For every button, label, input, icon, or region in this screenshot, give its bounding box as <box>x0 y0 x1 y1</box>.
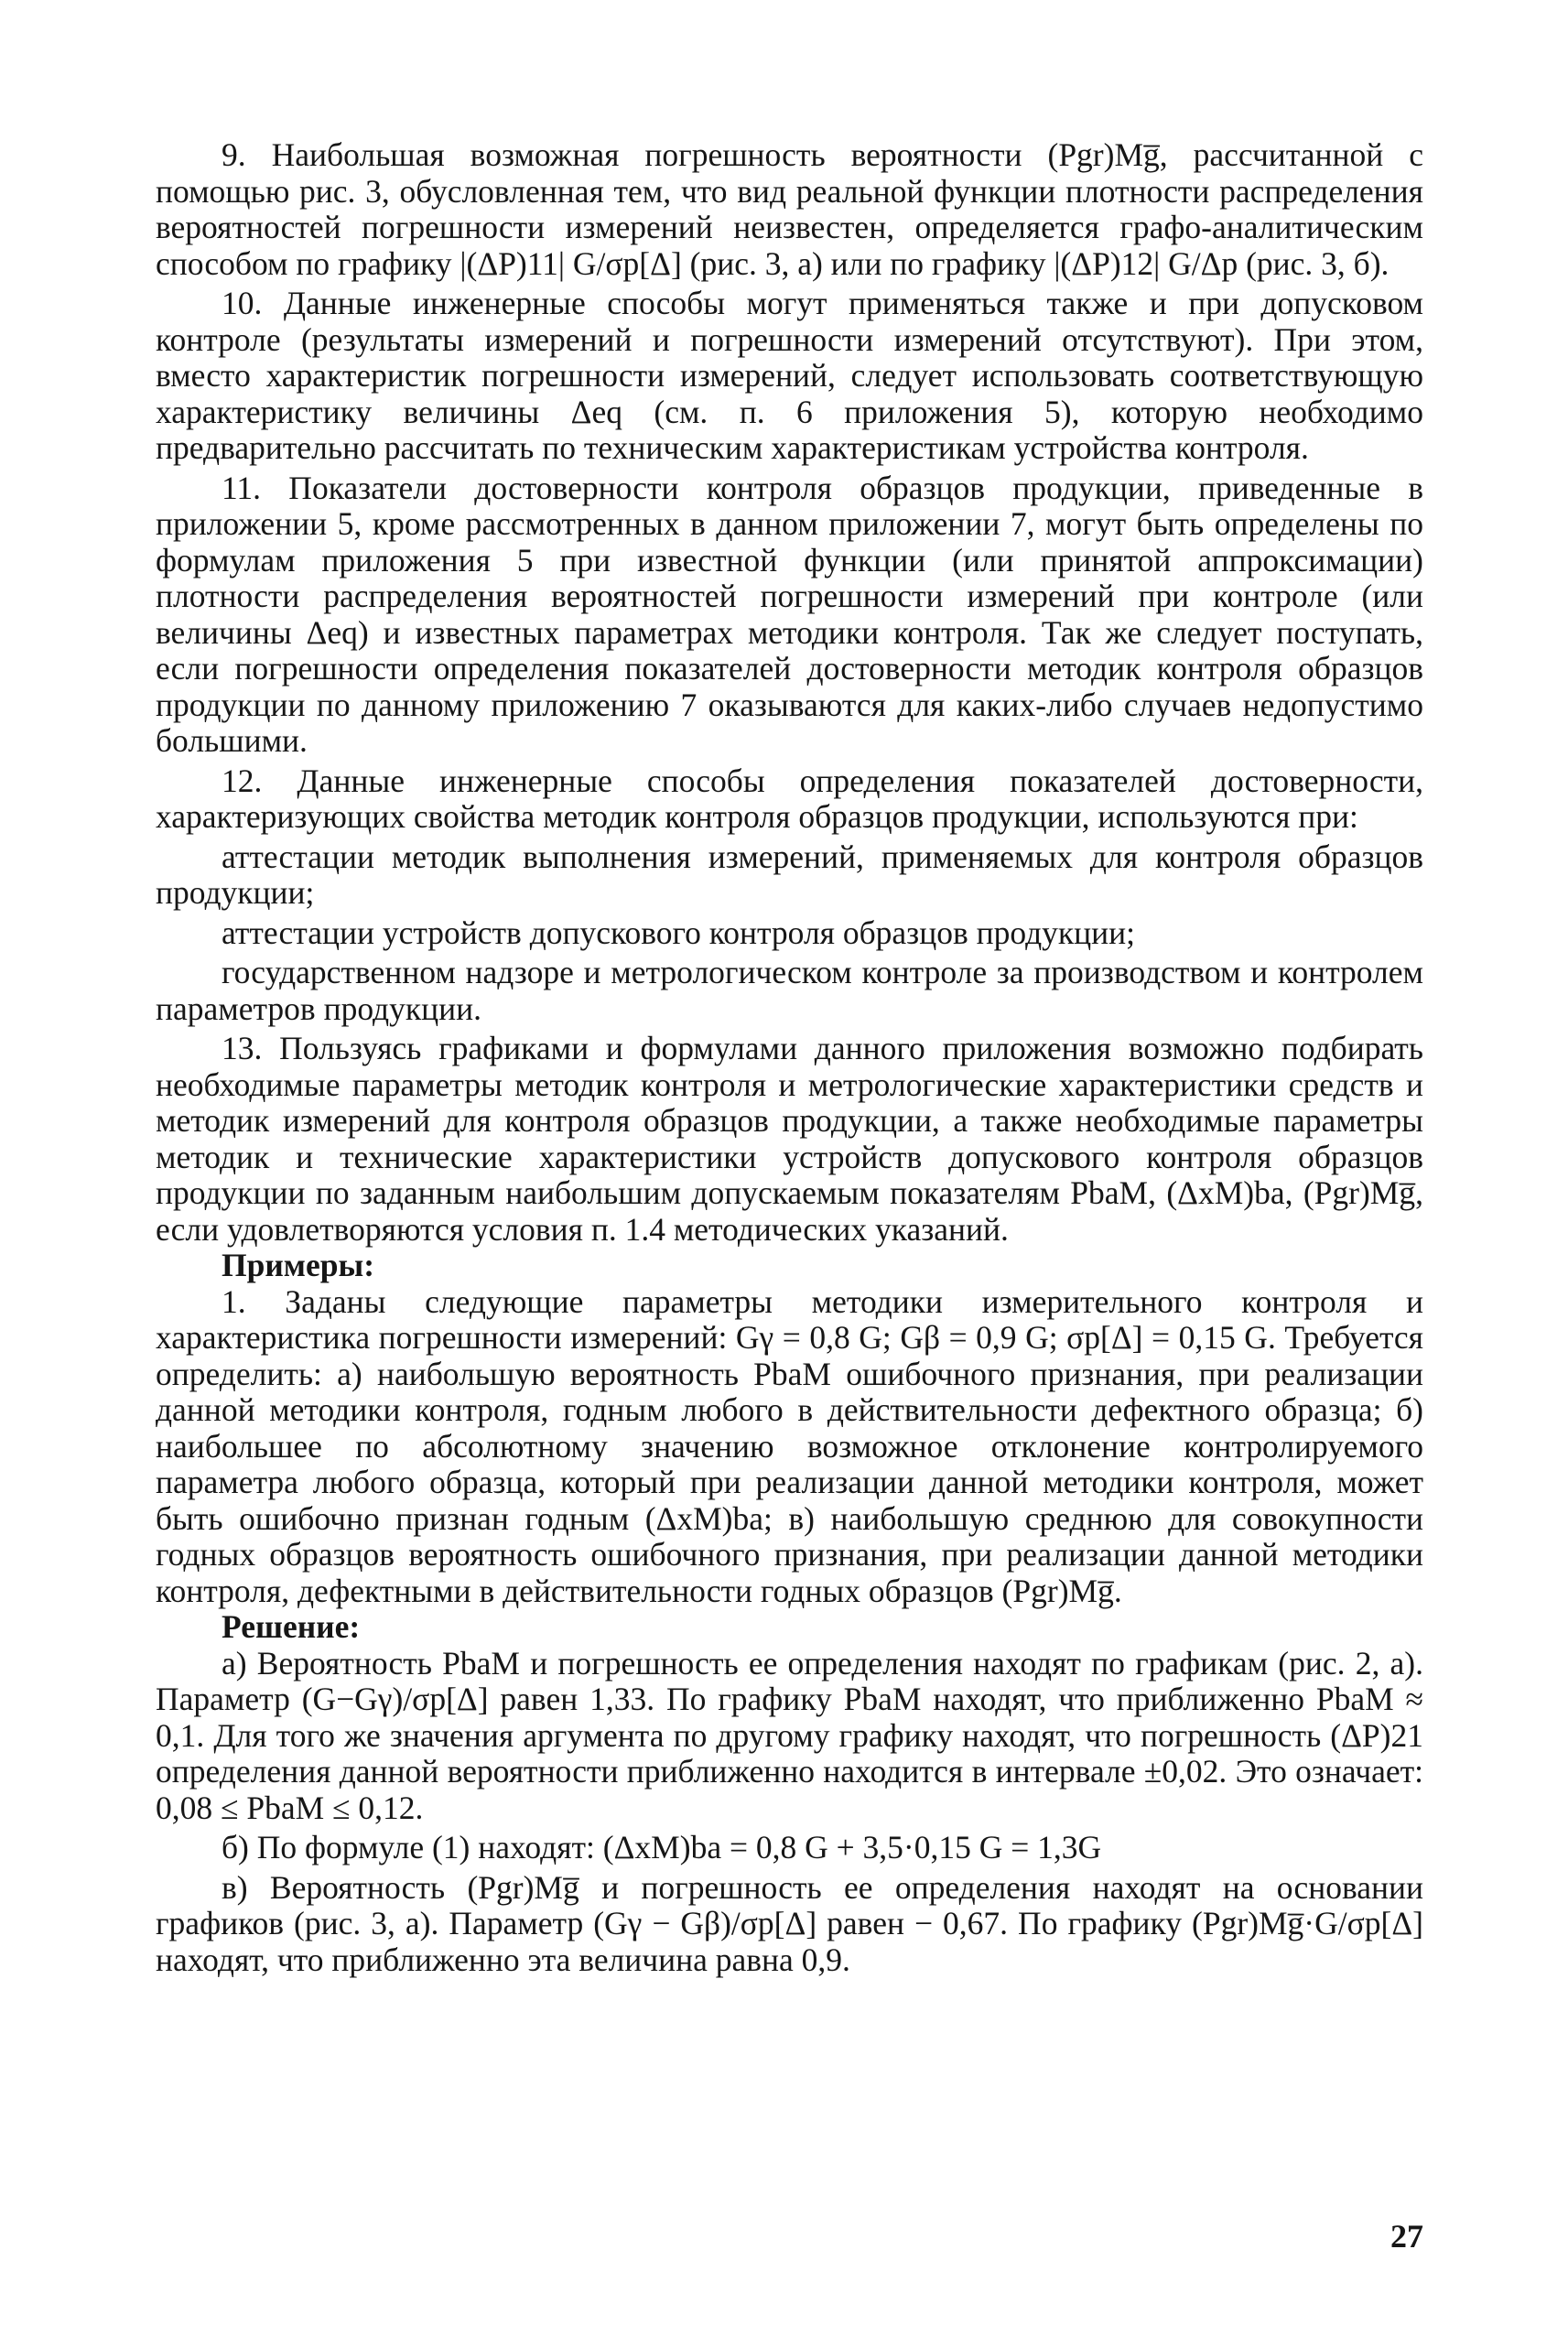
paragraph-9: 9. Наибольшая возможная погрешность вероятности (Pgr)Mg̅, рассчитанной с помощью рис. 3, обусловленная тем, что вид реальной функции плотности распределения вероятностей погрешности измерений неизвестен, определяется графо-аналитическим способом по графику |(ΔP)11| G/σp[Δ] (рис. 3, а) или по графику |(ΔP)12| G/Δp (рис. 3, б). <box>156 136 1423 282</box>
list-item: аттестации устройств допускового контроля образцов продукции; <box>222 914 1135 951</box>
body-text <box>156 137 1423 1978</box>
paragraph-10: 10. Данные инженерные способы могут применяться также и при допусковом контроле (результаты измерений и погрешности измерений отсутствуют). При этом, вместо характеристик погрешности измерений, следует использовать соответствующую характеристику величины Δeq (см. п. 6 приложения 5), которую необходимо предварительно рассчитать по техническим характеристикам устройства контроля. <box>156 285 1423 466</box>
solution-heading: Решение: <box>222 1608 361 1645</box>
solution-paragraph-b: б) По формуле (1) находят: (ΔxM)ba = 0,8 G + 3,5·0,15 G = 1,3G <box>222 1829 1102 1865</box>
list-item: аттестации методик выполнения измерений, применяемых для контроля образцов продукции; <box>156 838 1423 911</box>
paragraph-12: 12. Данные инженерные способы определения показателей достоверности, характеризующих свойства методик контроля образцов продукции, используются при: <box>156 762 1423 835</box>
list-item: государственном надзоре и метрологическом контроле за производством и контролем параметров продукции. <box>156 954 1423 1027</box>
paragraph-13: 13. Пользуясь графиками и формулами данного приложения возможно подбирать необходимые параметры методик контроля и метрологические характеристики средств и методик измерений для контроля образцов продукции, а также необходимые параметры методик и технические характеристики устройств допускового контроля образцов продукции по заданным наибольшим допускаемым показателям PbaM, (ΔxM)ba, (Pgr)Mg̅, если удовлетворяются условия п. 1.4 методических указаний. <box>156 1030 1423 1248</box>
solution-paragraph-a: а) Вероятность PbaM и погрешность ее определения находят по графикам (рис. 2, а). Параметр (G−Gγ)/σp[Δ] равен 1,33. По графику PbaM находят, что приближенно PbaM ≈ 0,1. Для того же значения аргумента по другому графику находят, что погрешность (ΔP)21 определения данной вероятности приближенно находится в интервале ±0,02. Это означает: 0,08 ≤ PbaM ≤ 0,12. <box>156 1644 1423 1826</box>
examples-heading: Примеры: <box>222 1247 375 1283</box>
solution-paragraph-c: в) Вероятность (Pgr)Mg̅ и погрешность ее определения находят на основании графиков (рис. 3, а). Параметр (Gγ − Gβ)/σp[Δ] равен − 0,67. По графику (Pgr)Mg̅·G/σp[Δ] находят, что приближенно эта величина равна 0,9. <box>156 1868 1423 1978</box>
example-paragraph: 1. Заданы следующие параметры методики измерительного контроля и характеристика погрешности измерений: Gγ = 0,8 G; Gβ = 0,9 G; σp[Δ] = 0,15 G. Требуется определить: а) наибольшую вероятность PbaM ошибочного признания, при реализации данной методики контроля, годным любого в действительности дефектного образца; б) наибольшее по абсолютному значению возможное отклонение контролируемого параметра любого образца, который при реализации данной методики контроля, может быть ошибочно признан годным (ΔxM)ba; в) наибольшую среднюю для совокупности годных образцов вероятность ошибочного признания, при реализации данной методики контроля, дефектными в действительности годных образцов (Pgr)Mg̅. <box>156 1282 1423 1609</box>
page-number: 27 <box>1390 2218 1423 2255</box>
paragraph-11: 11. Показатели достоверности контроля образцов продукции, приведенные в приложении 5, кроме рассмотренных в данном приложении 7, могут быть определены по формулам приложения 5 при известной функции (или принятой аппроксимации) плотности распределения вероятностей погрешности измерений при контроле (или величины Δeq) и известных параметрах методики контроля. Так же следует поступать, если погрешности определения показателей достоверности методик контроля образцов продукции по данному приложению 7 оказываются для каких-либо случаев недопустимо большими. <box>156 469 1423 759</box>
